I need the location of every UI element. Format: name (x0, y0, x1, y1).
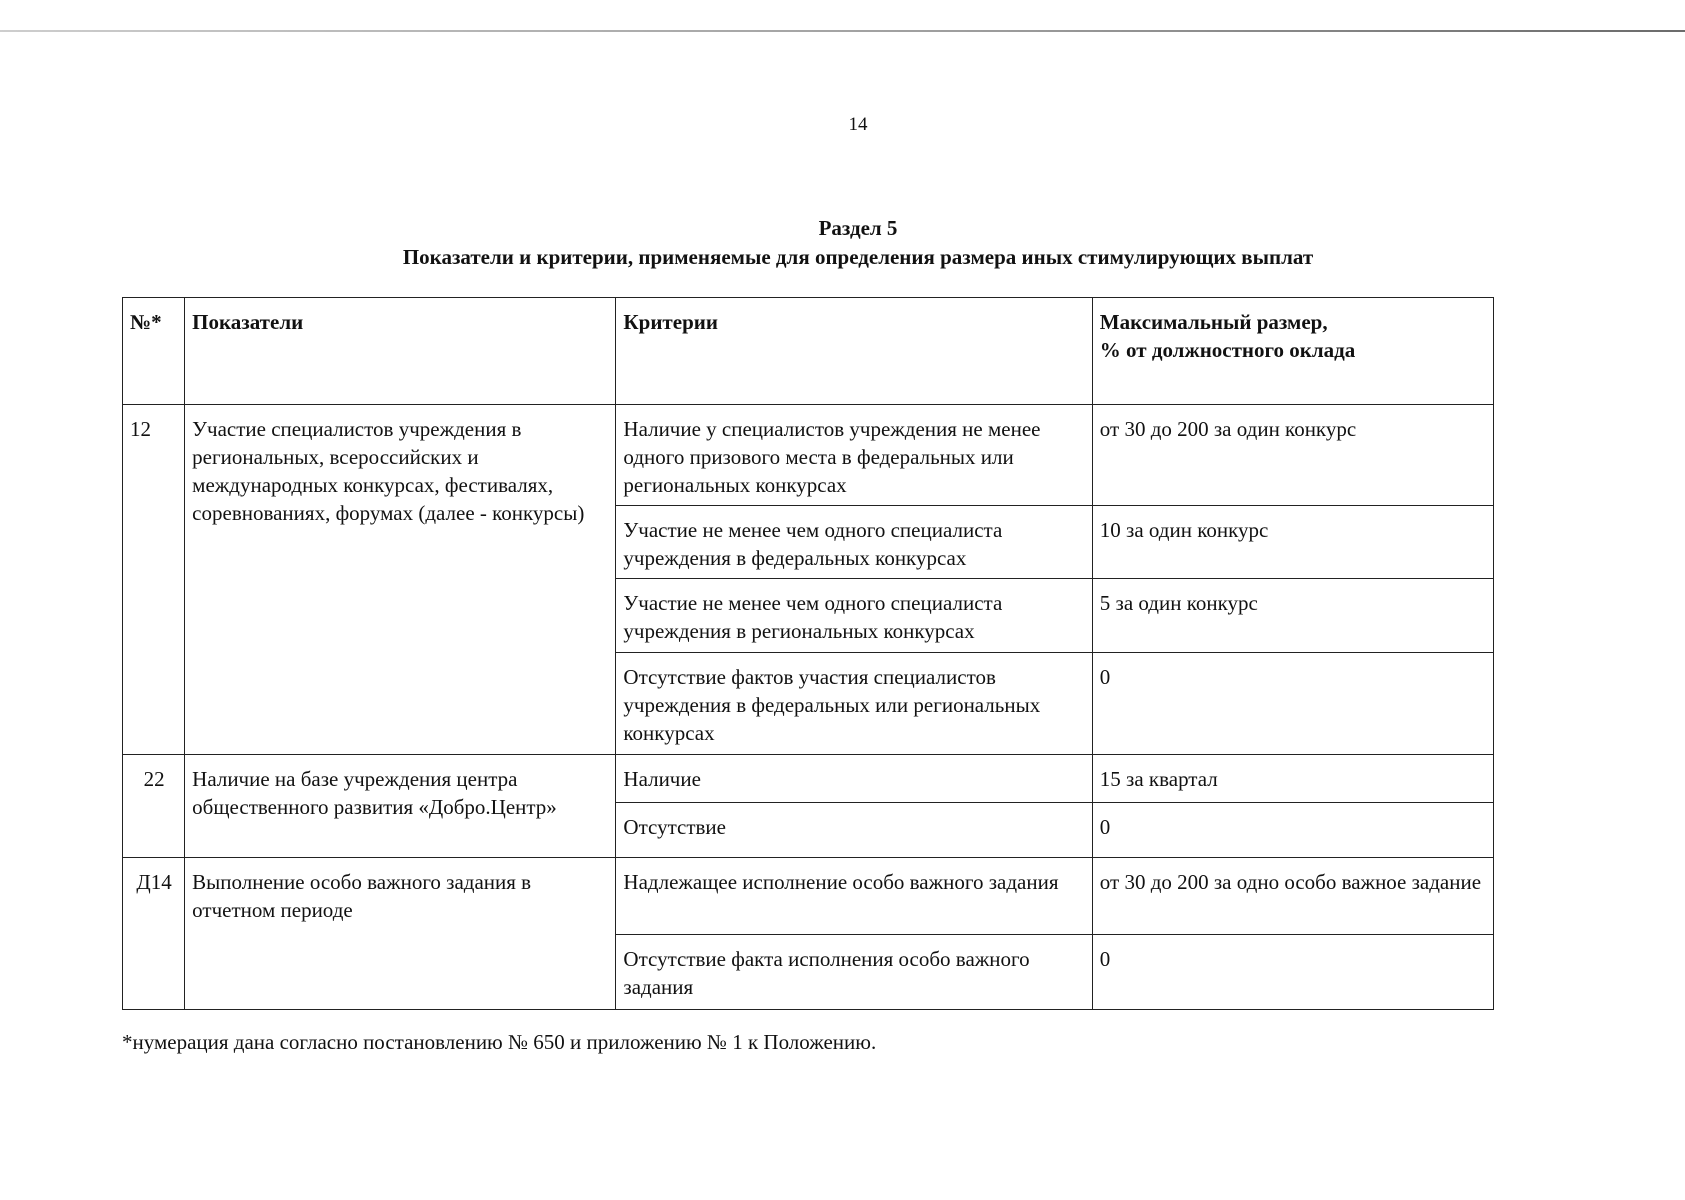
row-indicator: Выполнение особо важного задания в отчетном периоде (185, 858, 616, 1010)
indicators-table (122, 297, 1494, 1010)
row-criterion: Надлежащее исполнение особо важного задания (616, 858, 1092, 935)
row-max: 15 за квартал (1092, 755, 1493, 803)
row-num: Д14 (123, 858, 185, 1010)
row-max: 5 за один конкурс (1092, 579, 1493, 653)
row-criterion: Отсутствие (616, 803, 1092, 858)
table-header-row (123, 298, 1494, 405)
row-criterion: Отсутствие фактов участия специалистов учреждения в федеральных или региональных конкурсах (616, 653, 1092, 755)
row-max: от 30 до 200 за одно особо важное задание (1092, 858, 1493, 935)
row-criterion: Отсутствие факта исполнения особо важного задания (616, 935, 1092, 1010)
row-max: 0 (1092, 935, 1493, 1010)
header-indicator: Показатели (185, 298, 616, 405)
row-criterion: Наличие у специалистов учреждения не менее одного призового места в федеральных или региональных конкурсах (616, 405, 1092, 506)
row-num: 22 (123, 755, 185, 858)
row-max: 0 (1092, 803, 1493, 858)
footnote: *нумерация дана согласно постановлению № 650 и приложению № 1 к Положению. (122, 1030, 877, 1054)
table-row (123, 755, 1494, 803)
row-indicator: Участие специалистов учреждения в региональных, всероссийских и международных конкурсах, фестивалях, соревнованиях, форумах (далее - конкурсы) (185, 405, 616, 755)
header-max-size-line1: Максимальный размер, (1099, 310, 1328, 334)
row-indicator: Наличие на базе учреждения центра общественного развития «Добро.Центр» (185, 755, 616, 858)
header-criteria: Критерии (616, 298, 1092, 405)
section-title: Раздел 5 (818, 216, 898, 240)
table-row (123, 858, 1494, 935)
row-max: 0 (1092, 653, 1493, 755)
section-subtitle: Показатели и критерии, применяемые для определения размера иных стимулирующих выплат (402, 245, 1314, 269)
header-max-size-line2: % от должностного оклада (1099, 338, 1356, 362)
row-max: 10 за один конкурс (1092, 506, 1493, 579)
row-criterion: Участие не менее чем одного специалиста учреждения в федеральных конкурсах (616, 506, 1092, 579)
row-criterion: Участие не менее чем одного специалиста учреждения в региональных конкурсах (616, 579, 1092, 653)
row-criterion: Наличие (616, 755, 1092, 803)
table-row (123, 405, 1494, 506)
header-num: №* (123, 298, 185, 405)
row-max: от 30 до 200 за один конкурс (1092, 405, 1493, 506)
page-number: 14 (848, 114, 868, 135)
header-max-size (1092, 298, 1493, 405)
scan-top-edge-line (0, 30, 1685, 32)
row-num: 12 (123, 405, 185, 755)
